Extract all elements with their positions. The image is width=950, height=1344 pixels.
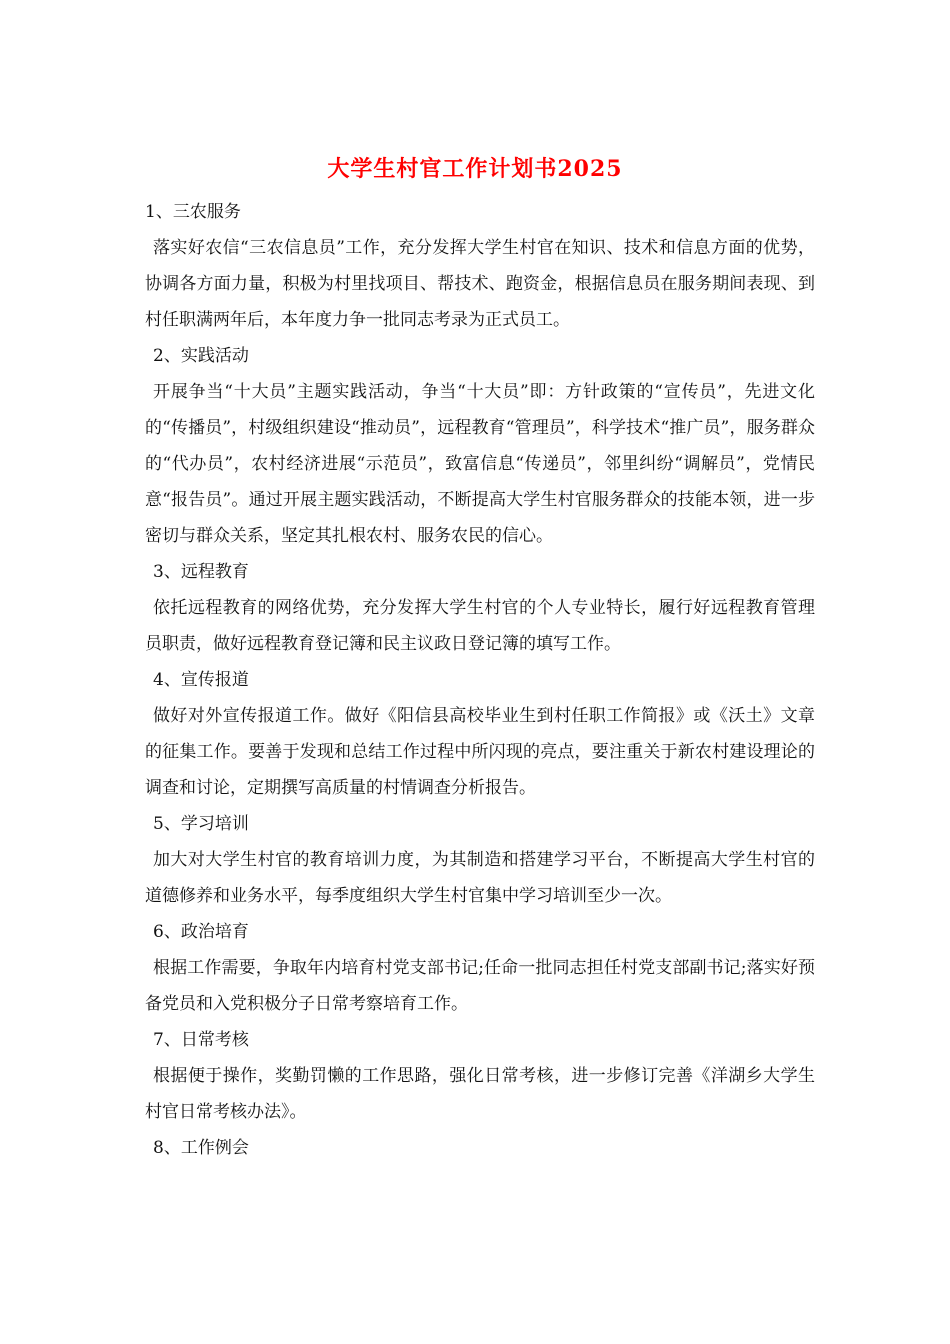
section-body-6: 根据工作需要，争取年内培育村党支部书记;任命一批同志担任村党支部副书记;落实好预备党员和入党积极分子日常考察培育工作。	[145, 958, 815, 1014]
section-heading-3: 3、远程教育	[153, 562, 249, 582]
section-heading-4: 4、宣传报道	[153, 670, 249, 690]
document-body	[145, 194, 815, 1166]
section-body-1: 落实好农信“三农信息员”工作，充分发挥大学生村官在知识、技术和信息方面的优势，协调各方面力量，积极为村里找项目、帮技术、跑资金，根据信息员在服务期间表现、到村任职满两年后，本年度力争一批同志考录为正式员工。	[145, 238, 815, 330]
section-heading-6: 6、政治培育	[153, 922, 249, 942]
section-heading-5: 5、学习培训	[153, 814, 249, 834]
section-heading-7: 7、日常考核	[153, 1030, 249, 1050]
section-body-2: 开展争当“十大员”主题实践活动，争当“十大员”即：方针政策的“宣传员”，先进文化的“传播员”，村级组织建设“推动员”，远程教育“管理员”，科学技术“推广员”，服务群众的“代办员”，农村经济进展“示范员”，致富信息“传递员”，邻里纠纷“调解员”，党情民意“报告员”。通过开展主题实践活动，不断提高大学生村官服务群众的技能本领，进一步密切与群众关系，坚定其扎根农村、服务农民的信心。	[145, 382, 815, 546]
section-body-5: 加大对大学生村官的教育培训力度，为其制造和搭建学习平台，不断提高大学生村官的道德修养和业务水平，每季度组织大学生村官集中学习培训至少一次。	[145, 850, 815, 906]
section-heading-2: 2、实践活动	[153, 346, 249, 366]
document-title: 大学生村官工作计划书2025	[327, 156, 623, 182]
section-body-7: 根据便于操作，奖勤罚懒的工作思路，强化日常考核，进一步修订完善《洋湖乡大学生村官日常考核办法》。	[145, 1066, 815, 1122]
section-heading-8: 8、工作例会	[153, 1138, 249, 1158]
section-body-4: 做好对外宣传报道工作。做好《阳信县高校毕业生到村任职工作简报》或《沃土》文章的征集工作。要善于发现和总结工作过程中所闪现的亮点，要注重关于新农村建设理论的调查和讨论，定期撰写高质量的村情调查分析报告。	[145, 706, 815, 798]
section-heading-1: 1、三农服务	[145, 202, 241, 222]
section-body-3: 依托远程教育的网络优势，充分发挥大学生村官的个人专业特长，履行好远程教育管理员职责，做好远程教育登记簿和民主议政日登记簿的填写工作。	[145, 598, 815, 654]
